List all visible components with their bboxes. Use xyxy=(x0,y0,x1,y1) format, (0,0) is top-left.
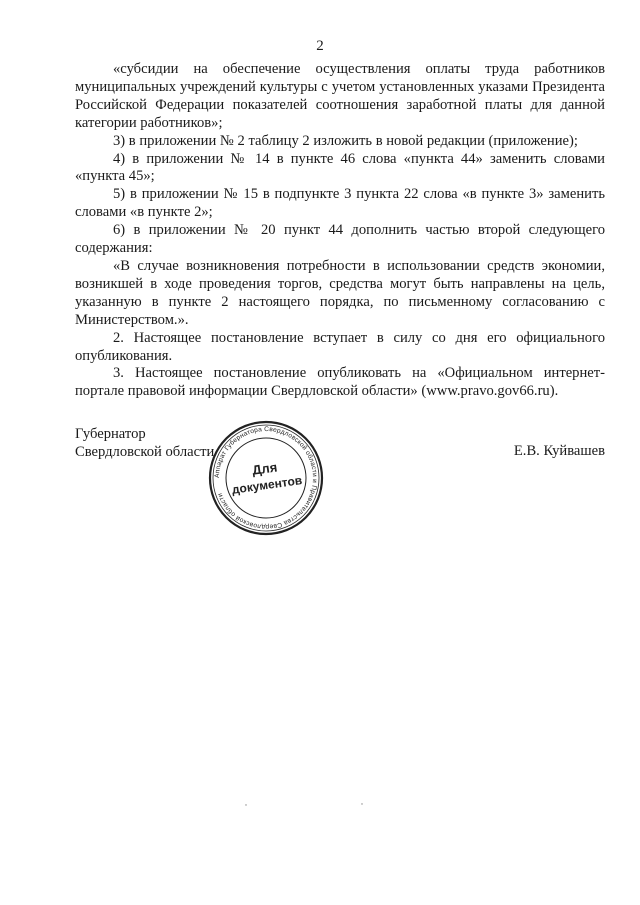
paragraph: «В случае возникновения потребности в использовании средств экономии, возникшей в ходе проведения торгов, средства могут быть направлены на цель, указанную в пункте 2 настоящего порядка, по письменному согласованию с Министерством.». xyxy=(75,257,605,328)
stamp-text-line2: документов xyxy=(230,473,303,497)
scan-specks xyxy=(0,802,640,808)
official-stamp xyxy=(206,418,326,538)
paragraph: 3. Настоящее постановление опубликовать на «Официальном интернет-портале правовой информации Свердловской области» (www.pravo.gov66.ru). xyxy=(75,365,605,400)
paragraph: 6) в приложении № 20 пункт 44 дополнить частью второй следующего содержания: xyxy=(75,222,605,257)
signer-title-line1: Губернатор xyxy=(75,426,146,442)
stamp-ring-text: Аппарат Губернатора Свердловской области и Правительства Свердловской области xyxy=(213,425,319,531)
paragraph: «субсидии на обеспечение осуществления оплаты труда работников муниципальных учреждений культуры с учетом установленных указами Президента Российской Федерации показателей соотношения заработной платы для данной категории работников»; xyxy=(75,61,605,131)
document-body xyxy=(75,61,605,401)
paragraph: 4) в приложении № 14 в пункте 46 слова «пункта 44» заменить словами «пункта 45»; xyxy=(75,150,605,185)
paragraph: 3) в приложении № 2 таблицу 2 изложить в новой редакции (приложение); xyxy=(113,132,578,149)
signer-title-line2: Свердловской области xyxy=(75,444,215,460)
stamp-text-line1: Для xyxy=(251,459,279,478)
signer-name: Е.В. Куйвашев xyxy=(513,443,605,459)
paragraph: 5) в приложении № 15 в подпункте 3 пункта 22 слова «в пункте 3» заменить словами «в пункте 2»; xyxy=(75,186,605,221)
page-number: 2 xyxy=(316,38,324,54)
paragraph: 2. Настоящее постановление вступает в силу со дня его официального опубликования. xyxy=(75,329,605,364)
signature-block xyxy=(75,425,214,461)
